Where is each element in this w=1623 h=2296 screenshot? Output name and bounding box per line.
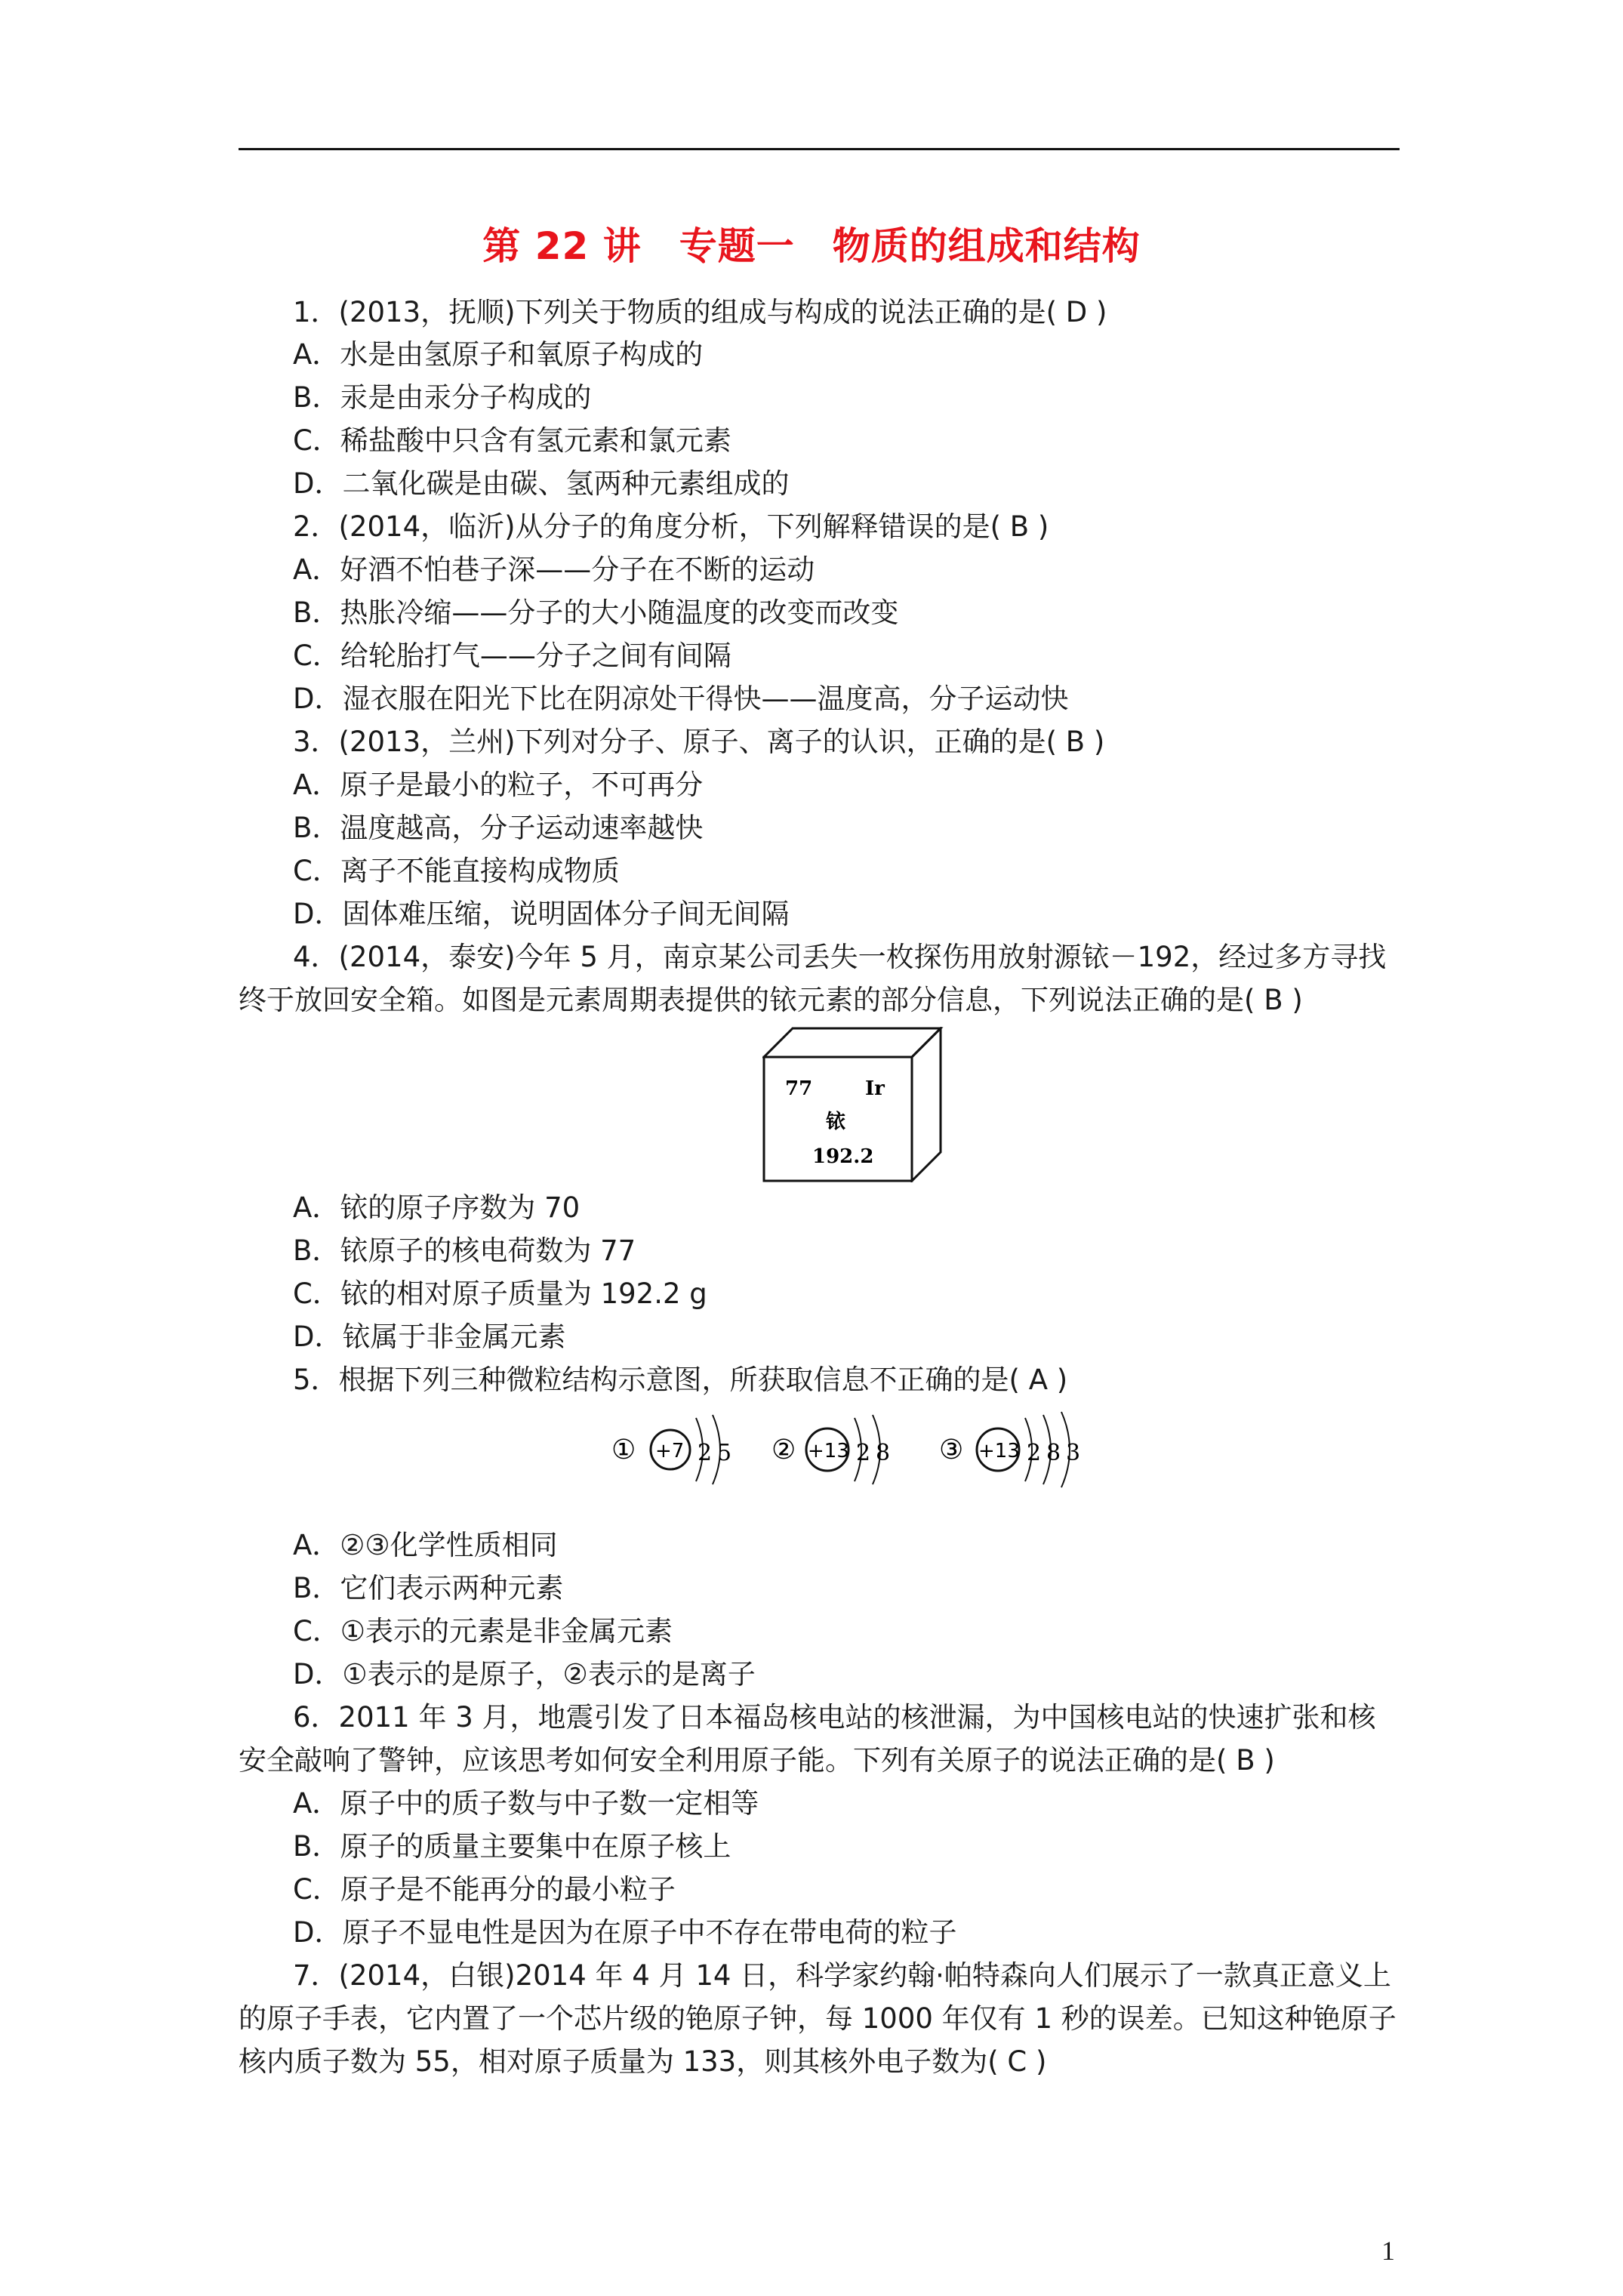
title-subject: 物质的组成和结构: [832, 224, 1141, 268]
atom-shell-1-1: 2: [698, 1440, 713, 1466]
answer-option: D．原子不显电性是因为在原子中不存在带电荷的粒子: [293, 1916, 957, 1949]
question-continuation: 终于放回安全箱。如图是元素周期表提供的铱元素的部分信息，下列说法正确的是( B ): [239, 984, 1303, 1016]
answer-option: C．给轮胎打气——分子之间有间隔: [293, 639, 731, 672]
answer-option: A．②③化学性质相同: [293, 1529, 558, 1561]
answer-option: C．稀盐酸中只含有氢元素和氯元素: [293, 424, 731, 457]
question-stem: 4．(2014，泰安)今年 5 月，南京某公司丢失一枚探伤用放射源铱－192，经过多方寻找: [293, 941, 1387, 973]
answer-option: B．汞是由汞分子构成的: [293, 381, 592, 414]
atom-shell-3-3: 3: [1066, 1440, 1081, 1466]
atom-diagram-2: [771, 1415, 890, 1484]
title-topic: 专题一: [679, 224, 795, 268]
answer-option: C．①表示的元素是非金属元素: [293, 1615, 673, 1647]
atom-shell-1-2: 5: [717, 1440, 732, 1466]
atom-nucleus-2: +13: [808, 1440, 849, 1462]
element-atomic-number: 77: [785, 1077, 813, 1100]
question-stem: 6．2011 年 3 月，地震引发了日本福岛核电站的核泄漏，为中国核电站的快速扩张和核: [293, 1701, 1376, 1734]
answer-option: C．原子是不能再分的最小粒子: [293, 1873, 676, 1906]
atom-label-3: ③: [939, 1435, 964, 1465]
answer-option: B．它们表示两种元素: [293, 1572, 564, 1604]
atom-shell-2-1: 2: [856, 1440, 871, 1466]
answer-option: A．水是由氢原子和氧原子构成的: [293, 338, 704, 371]
answer-option: B．温度越高，分子运动速率越快: [293, 812, 704, 844]
answer-option: B．铱原子的核电荷数为 77: [293, 1234, 636, 1267]
atom-nucleus-3: +13: [978, 1440, 1020, 1462]
atom-shell-3-1: 2: [1027, 1440, 1042, 1466]
answer-option: B．热胀冷缩——分子的大小随温度的改变而改变: [293, 596, 899, 629]
answer-option: D．二氧化碳是由碳、氢两种元素组成的: [293, 467, 790, 500]
answer-option: D．①表示的是原子，②表示的是离子: [293, 1658, 756, 1690]
element-card-figure: [762, 1027, 944, 1182]
answer-option: C．铱的相对原子质量为 192.2 g: [293, 1277, 707, 1310]
atomic-structure-diagrams: [604, 1404, 1132, 1495]
answer-option: A．原子是最小的粒子，不可再分: [293, 769, 704, 801]
page-title: [0, 216, 1623, 270]
element-symbol: Ir: [865, 1077, 885, 1100]
answer-option: C．离子不能直接构成物质: [293, 855, 620, 887]
atom-nucleus-1: +7: [655, 1440, 685, 1462]
header-rule: [239, 148, 1400, 150]
question-stem: 7．(2014，白银)2014 年 4 月 14 日，科学家约翰·帕特森向人们展示了一款真正意义上: [293, 1959, 1391, 1992]
question-stem: 3．(2013，兰州)下列对分子、原子、离子的认识，正确的是( B ): [293, 726, 1105, 758]
answer-option: A．原子中的质子数与中子数一定相等: [293, 1787, 759, 1820]
atom-label-1: ①: [611, 1435, 636, 1465]
question-continuation: 核内质子数为 55，相对原子质量为 133，则其核外电子数为( C ): [239, 2045, 1047, 2078]
atom-shell-2-2: 8: [876, 1440, 891, 1466]
answer-option: A．好酒不怕巷子深——分子在不断的运动: [293, 553, 815, 586]
question-stem: 2．(2014，临沂)从分子的角度分析，下列解释错误的是( B ): [293, 510, 1049, 543]
element-mass: 192.2: [812, 1145, 874, 1168]
question-stem: 1．(2013，抚顺)下列关于物质的组成与构成的说法正确的是( D ): [293, 296, 1107, 328]
answer-option: D．铱属于非金属元素: [293, 1321, 566, 1353]
answer-option: D．固体难压缩，说明固体分子间无间隔: [293, 898, 790, 930]
answer-option: A．铱的原子序数为 70: [293, 1191, 581, 1224]
atom-diagram-1: [611, 1415, 731, 1484]
question-continuation: 的原子手表，它内置了一个芯片级的铯原子钟，每 1000 年仅有 1 秒的误差。已知这种铯原子: [239, 2002, 1397, 2035]
page-number: 1: [1381, 2236, 1395, 2266]
element-name: 铱: [826, 1111, 846, 1133]
question-stem: 5．根据下列三种微粒结构示意图，所获取信息不正确的是( A ): [293, 1364, 1068, 1396]
title-lecture: 第 22 讲: [482, 224, 642, 268]
atom-label-2: ②: [771, 1435, 796, 1465]
answer-option: D．湿衣服在阳光下比在阴凉处干得快——温度高，分子运动快: [293, 683, 1069, 715]
answer-option: B．原子的质量主要集中在原子核上: [293, 1830, 731, 1863]
atom-shell-3-2: 8: [1046, 1440, 1061, 1466]
atom-diagram-3: [939, 1412, 1080, 1487]
question-continuation: 安全敲响了警钟，应该思考如何安全利用原子能。下列有关原子的说法正确的是( B ): [239, 1744, 1275, 1777]
